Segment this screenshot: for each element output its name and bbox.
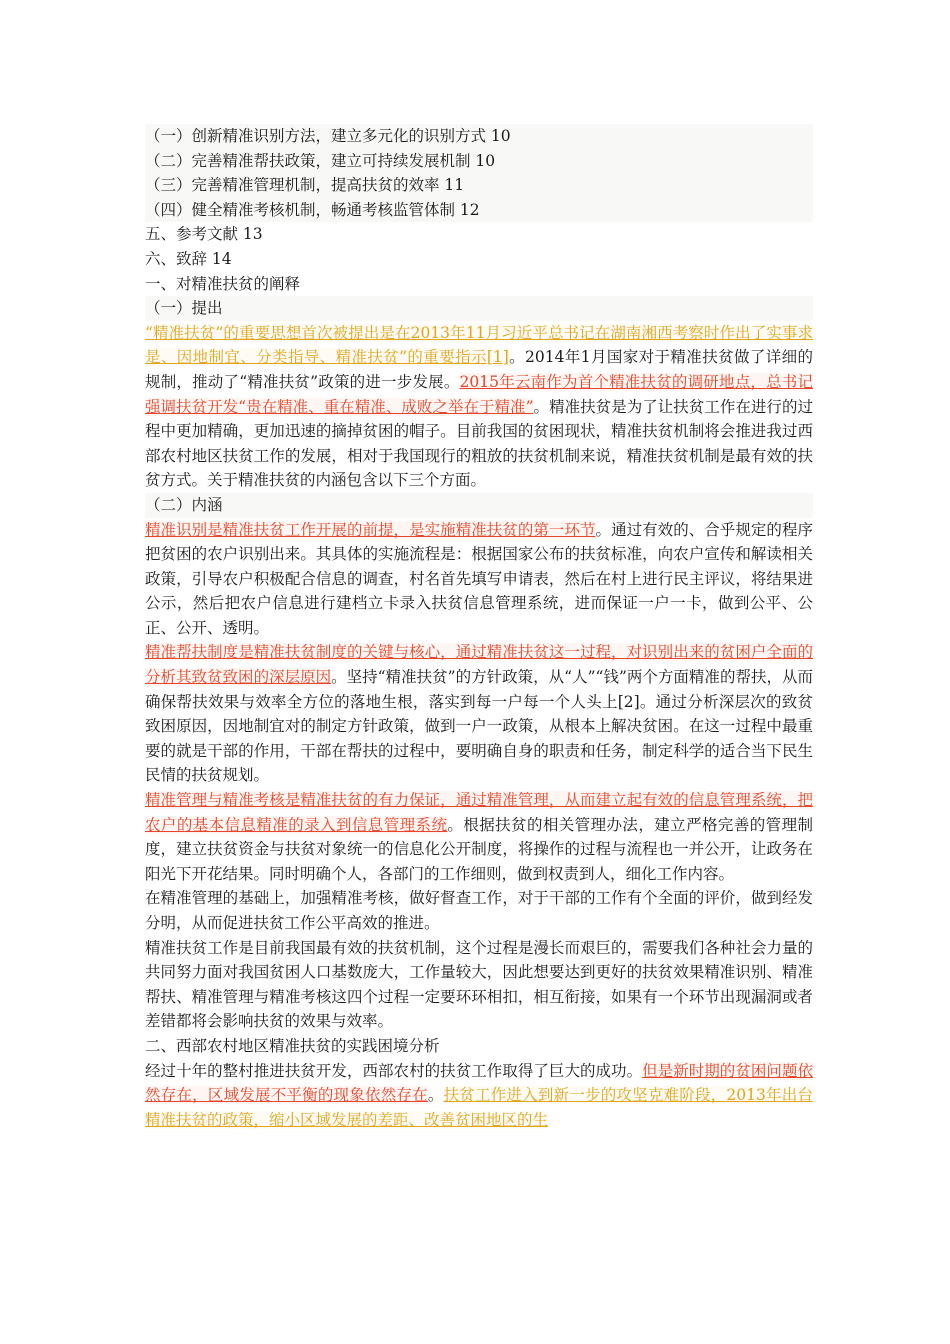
toc-entry[interactable]: 六、致辞 14 xyxy=(145,249,232,268)
toc-entry[interactable]: （四）健全精准考核机制，畅通考核监管体制 12 xyxy=(145,198,813,223)
body-text: 。通过有效的、合乎规定的程序把贫困的农户识别出来。其具体的实施流程是：根据国家公布的扶贫标准，向农户宣传和解读相关政策，引导农户积极配合信息的调查，村名首先填写申请表，然后在村上进行民主评议，将结果进公示，然后把农户信息进行建档立卡录入扶贫信息管理系统，进而保证一户一卡，做到公平、公正、公开、透明。 xyxy=(145,520,813,637)
toc-entry[interactable]: （二）完善精准帮扶政策，建立可持续发展机制 10 xyxy=(145,149,813,174)
toc-entry[interactable]: 五、参考文献 13 xyxy=(145,225,263,244)
body-text: 。2014年1月国家对于精准扶贫做了详细的规制，推动了“精准扶贫”政策的进一步发展。 xyxy=(145,348,813,391)
body-text: 。精准扶贫是为了让扶贫工作在进行的过程中更加精确，更加迅速的摘掉贫困的帽子。目前我国的贫困现状，精准扶贫机制将会推进我过西部农村地区扶贫工作的发展，相对于我国现行的粗放的扶贫机制来说，精准扶贫机制是最有效的扶贫方式。关于精准扶贫的内涵包含以下三个方面。 xyxy=(145,397,813,490)
paragraph xyxy=(145,1059,813,1133)
highlighted-text: 精准管理与精准考核是精准扶贫的有力保证，通过精准管理，从而建立起有效的信息管理系统，把农户的基本信息精准的录入到信息管理系统 xyxy=(145,791,813,834)
highlighted-text: “精准扶贫”的重要思想首次被提出是在2013年11月习近平总书记在湖南湘西考察时作出了实事求是、因地制宜、分类指导、精准扶贫”的重要指示[1] xyxy=(145,323,813,367)
highlighted-text: 扶贫工作进入到新一步的攻坚克难阶段，2013年出台精准扶贫的政策，缩小区域发展的差距、改善贫困地区的生 xyxy=(145,1086,813,1129)
highlighted-text: 精准识别是精准扶贫工作开展的前提，是实施精准扶贫的第一环节 xyxy=(145,520,596,539)
document-body xyxy=(145,124,813,1132)
body-text: 。坚持“精准扶贫”的方针政策，从“人”“钱”两个方面精准的帮扶，从而确保帮扶效果与效率全方位的落地生根，落实到每一户每一个人头上[2]。通过分析深层次的致贫致困原因，因地制宜对的制定方针政策，做到一户一政策，从根本上解决贫困。在这一过程中最重要的就是干部的作用，干部在帮扶的过程中，要明确自身的职责和任务，制定科学的适合当下民生民情的扶贫规划。 xyxy=(145,668,813,785)
section-heading: 二、西部农村地区精准扶贫的实践困境分析 xyxy=(145,1036,440,1055)
highlighted-text: 2015年云南作为首个精准扶贫的调研地点，总书记强调扶贫开发“贵在精准、重在精准、成败之举在于精准” xyxy=(145,372,813,416)
highlighted-text: 但是新时期的贫困问题依然存在，区域发展不平衡的现象依然存在 xyxy=(145,1061,813,1105)
toc-entry[interactable]: （一）创新精准识别方法，建立多元化的识别方式 10 xyxy=(145,124,813,149)
paragraph xyxy=(145,640,813,788)
subsection-heading: （一）提出 xyxy=(145,296,813,321)
toc-entry[interactable]: （三）完善精准管理机制，提高扶贫的效率 11 xyxy=(145,173,813,198)
highlighted-text: 精准帮扶制度是精准扶贫制度的关键与核心，通过精准扶贫这一过程，对识别出来的贫困户全面的分析其致贫致困的深层原因 xyxy=(145,643,813,687)
body-text: 。根据扶贫的相关管理办法，建立严格完善的管理制度，建立扶贫资金与扶贫对象统一的信息化公开制度，将操作的过程与流程也一并公开，让政务在阳光下开花结果。同时明确个人，各部门的工作细则，做到权责到人，细化工作内容。 xyxy=(145,815,813,883)
paragraph: 在精准管理的基础上，加强精准考核，做好督查工作，对于干部的工作有个全面的评价，做到经发分明，从而促进扶贫工作公平高效的推进。 xyxy=(145,889,813,932)
section-heading: 一、对精准扶贫的阐释 xyxy=(145,274,301,293)
body-text: 。 xyxy=(427,1086,444,1105)
body-text: 经过十年的整村推进扶贫开发，西部农村的扶贫工作取得了巨大的成功。 xyxy=(145,1061,643,1080)
paragraph xyxy=(145,518,813,641)
paragraph xyxy=(145,788,813,886)
paragraph xyxy=(145,321,813,493)
subsection-heading: （二）内涵 xyxy=(145,493,813,518)
paragraph: 精准扶贫工作是目前我国最有效的扶贫机制，这个过程是漫长而艰巨的，需要我们各种社会力量的共同努力面对我国贫困人口基数庞大，工作量较大，因此想要达到更好的扶贫效果精准识别、精准帮扶、精准管理与精准考核这四个过程一定要环环相扣，相互衔接，如果有一个环节出现漏洞或者差错都将会影响扶贫的效果与效率。 xyxy=(145,938,813,1031)
